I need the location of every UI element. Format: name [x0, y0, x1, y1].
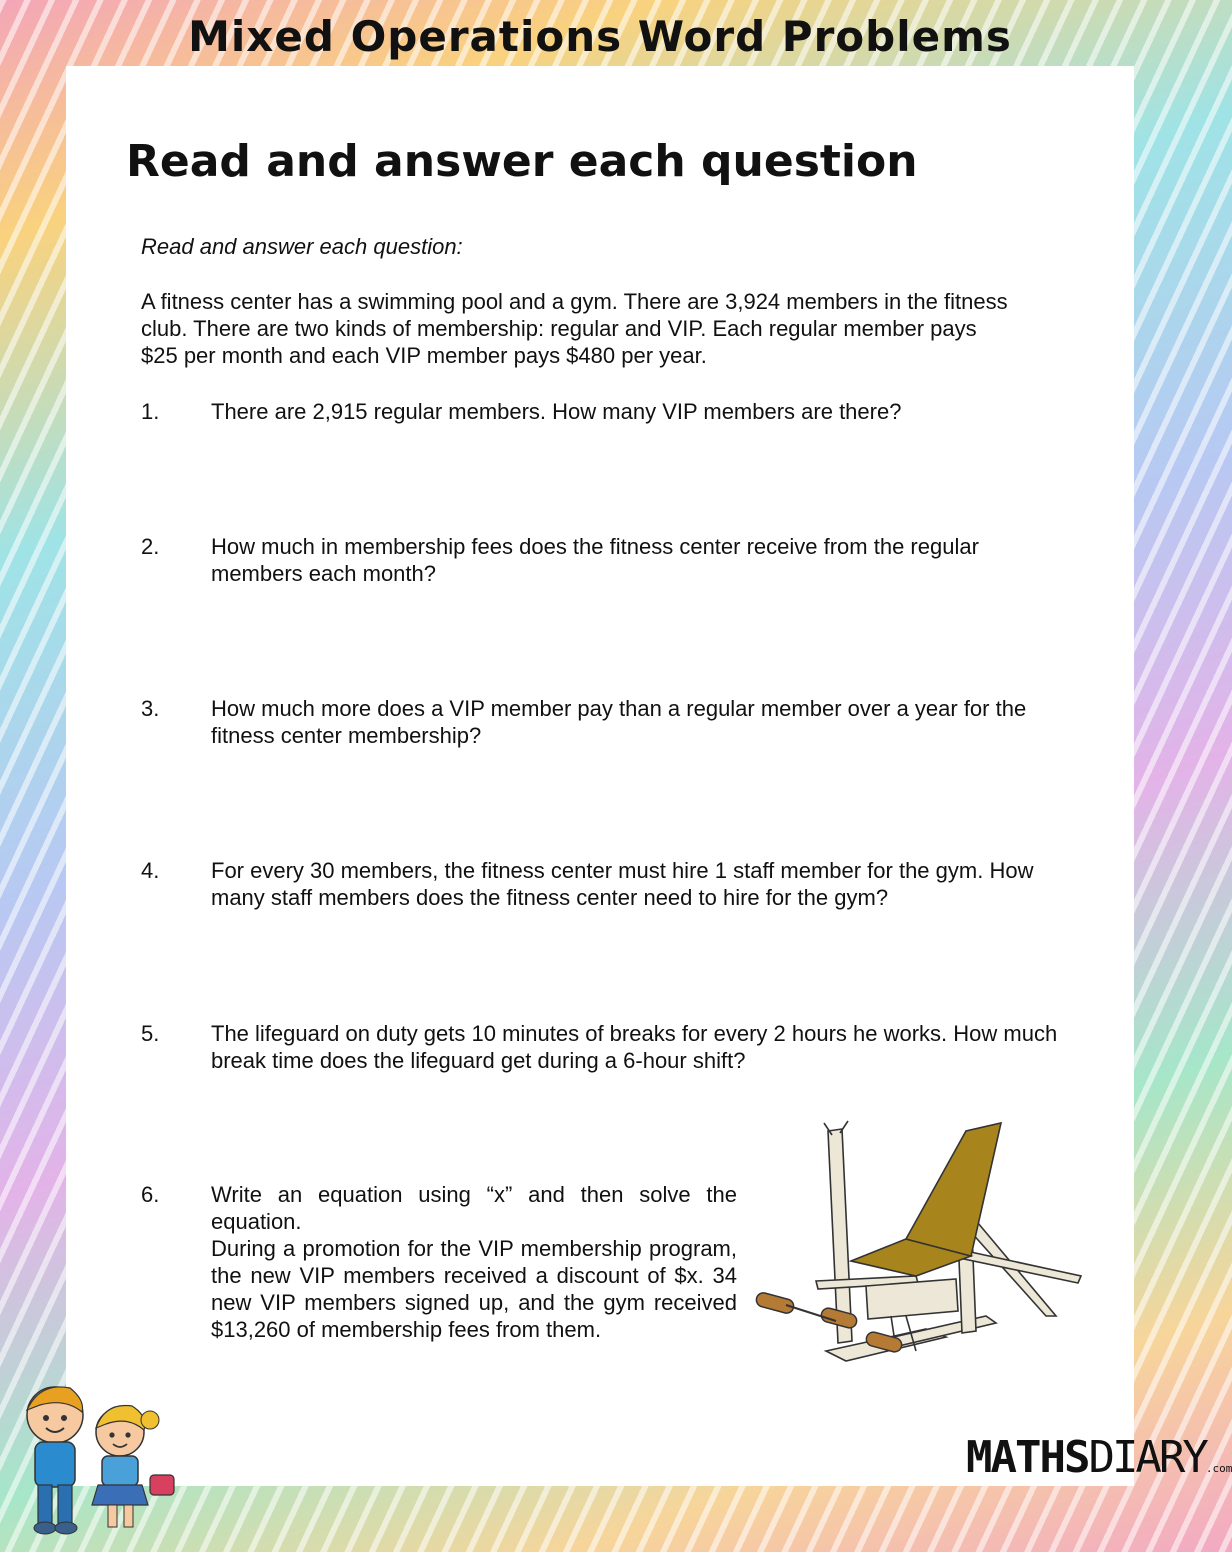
worksheet-subtitle: Read and answer each question — [126, 136, 918, 187]
question-number: 4. — [141, 858, 160, 883]
weight-bench-illustration — [756, 1111, 1086, 1381]
question-text: There are 2,915 regular members. How many VIP members are there? — [211, 399, 902, 424]
question-text: For every 30 members, the fitness center must hire 1 staff member for the gym. How many staff members does the fitness center need to hire for the gym? — [211, 858, 1034, 910]
logo-suffix: .com — [1205, 1462, 1232, 1475]
question-number: 2. — [141, 534, 160, 559]
question-number: 6. — [141, 1182, 160, 1207]
worksheet-sheet — [66, 66, 1134, 1486]
roller — [755, 1291, 795, 1314]
question-text — [211, 1181, 737, 1343]
question-6-problem: During a promotion for the VIP membership program, the new VIP members received a discount of $x. 34 new VIP members signed up, and the gym received $13,260 of membership fees from them. — [211, 1236, 737, 1342]
logo-part-diary: DIARY — [1088, 1432, 1206, 1483]
question-number: 5. — [141, 1021, 160, 1046]
kids-illustration — [10, 1380, 180, 1540]
intro-paragraph: A fitness center has a swimming pool and a gym. There are 3,924 members in the fitness club. There are two kinds of membership: regular and VIP. Each regular member pays $25 per month and each VIP member pays $480 per year. — [141, 289, 1008, 368]
question-number: 1. — [141, 399, 160, 424]
page-header-title: Mixed Operations Word Problems — [188, 12, 1012, 61]
question-6-instruction: Write an equation using “x” and then solve the equation. — [211, 1182, 737, 1234]
question-number: 3. — [141, 696, 160, 721]
question-text: How much more does a VIP member pay than a regular member over a year for the fitness center membership? — [211, 696, 1027, 748]
question-text: The lifeguard on duty gets 10 minutes of breaks for every 2 hours he works. How much break time does the lifeguard get during a 6-hour shift? — [211, 1021, 1058, 1073]
logo-part-maths: MATHS — [966, 1432, 1089, 1483]
instruction-text: Read and answer each question: — [141, 234, 463, 259]
question-text: How much in membership fees does the fitness center receive from the regular members each month? — [211, 534, 979, 586]
mathsdiary-logo — [966, 1432, 1232, 1483]
